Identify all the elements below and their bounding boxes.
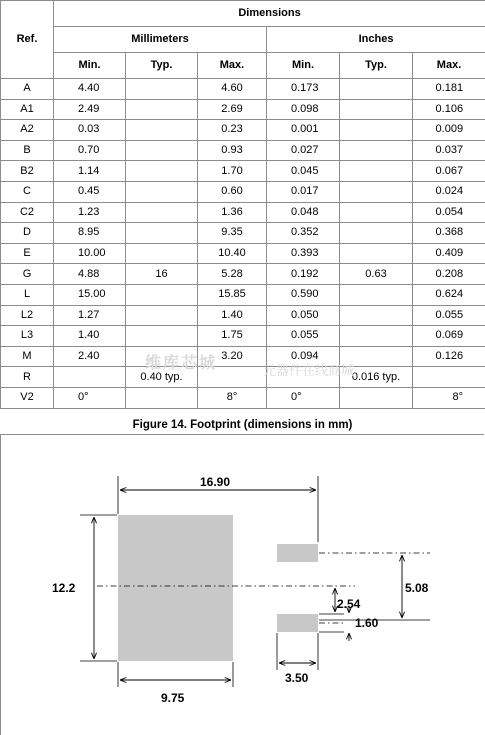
figure-caption: Figure 14. Footprint (dimensions in mm) bbox=[132, 419, 353, 431]
in-max-cell: 0.126 bbox=[413, 346, 485, 367]
mm-max-cell: 1.75 bbox=[198, 326, 267, 347]
inches-header: Inches bbox=[267, 27, 485, 53]
table-row bbox=[1, 305, 485, 326]
mm-typ-cell bbox=[126, 181, 198, 202]
mm-max-cell: 2.69 bbox=[198, 99, 267, 120]
mm-typ-header: Typ. bbox=[126, 53, 198, 79]
in-min-cell: 0.048 bbox=[267, 202, 340, 223]
ref-cell: C bbox=[1, 181, 54, 202]
ref-header: Ref. bbox=[1, 1, 54, 79]
in-min-cell: 0.050 bbox=[267, 305, 340, 326]
in-min-cell: 0.173 bbox=[267, 79, 340, 100]
mm-max-cell: 9.35 bbox=[198, 223, 267, 244]
in-max-cell: 0.067 bbox=[413, 161, 485, 182]
mm-typ-cell bbox=[126, 326, 198, 347]
ref-cell: L bbox=[1, 284, 54, 305]
mm-max-cell: 8° bbox=[198, 387, 267, 408]
table-row bbox=[1, 99, 485, 120]
ref-cell: B2 bbox=[1, 161, 54, 182]
mm-min-cell: 10.00 bbox=[54, 243, 126, 264]
in-min-cell: 0.045 bbox=[267, 161, 340, 182]
in-max-cell: 0.368 bbox=[413, 223, 485, 244]
mm-max-cell: 15.85 bbox=[198, 284, 267, 305]
table-row bbox=[1, 202, 485, 223]
mm-min-cell: 8.95 bbox=[54, 223, 126, 244]
in-max-cell: 0.624 bbox=[413, 284, 485, 305]
mm-max-cell: 1.36 bbox=[198, 202, 267, 223]
in-max-cell: 0.409 bbox=[413, 243, 485, 264]
watermark-tagline: 元器件在线商城 bbox=[263, 363, 355, 378]
in-min-cell: 0.027 bbox=[267, 140, 340, 161]
in-max-cell: 0.055 bbox=[413, 305, 485, 326]
mm-max-cell: 1.70 bbox=[198, 161, 267, 182]
table-row bbox=[1, 223, 485, 244]
in-typ-cell bbox=[340, 120, 413, 141]
in-typ-cell: 0.63 bbox=[340, 264, 413, 285]
mm-max-cell: 10.40 bbox=[198, 243, 267, 264]
ref-cell: R bbox=[1, 367, 54, 388]
ref-cell: L2 bbox=[1, 305, 54, 326]
small-pad-top bbox=[277, 544, 318, 562]
table-row bbox=[1, 120, 485, 141]
watermark-brand: 维库芯城 bbox=[145, 355, 218, 372]
ref-cell: L3 bbox=[1, 326, 54, 347]
in-typ-cell: 0.016 typ. bbox=[340, 367, 413, 388]
footprint-diagram bbox=[0, 434, 485, 735]
in-typ-cell bbox=[340, 223, 413, 244]
in-typ-cell bbox=[340, 326, 413, 347]
table-row bbox=[1, 79, 485, 100]
ref-cell: E bbox=[1, 243, 54, 264]
in-max-header: Max. bbox=[413, 53, 485, 79]
in-typ-cell bbox=[340, 243, 413, 264]
mm-min-cell bbox=[54, 367, 126, 388]
mm-max-cell: 0.60 bbox=[198, 181, 267, 202]
ref-cell: A bbox=[1, 79, 54, 100]
in-max-cell: 0.054 bbox=[413, 202, 485, 223]
millimeters-header: Millimeters bbox=[54, 27, 267, 53]
in-typ-cell bbox=[340, 305, 413, 326]
dimensions-header: Dimensions bbox=[54, 1, 485, 27]
in-min-cell: 0.094 bbox=[267, 346, 340, 367]
ref-cell: B bbox=[1, 140, 54, 161]
in-min-cell: 0.590 bbox=[267, 284, 340, 305]
in-min-cell: 0.001 bbox=[267, 120, 340, 141]
in-typ-cell bbox=[340, 202, 413, 223]
mm-min-cell: 1.40 bbox=[54, 326, 126, 347]
mm-typ-cell: 16 bbox=[126, 264, 198, 285]
mm-min-cell: 0.45 bbox=[54, 181, 126, 202]
dimensions-table-body bbox=[1, 79, 485, 409]
table-row bbox=[1, 140, 485, 161]
table-row bbox=[1, 181, 485, 202]
dim-pitch: 5.08 bbox=[405, 581, 429, 595]
mm-min-cell: 1.14 bbox=[54, 161, 126, 182]
dim-total-width: 16.90 bbox=[200, 475, 231, 489]
ref-cell: A2 bbox=[1, 120, 54, 141]
in-max-cell: 0.037 bbox=[413, 140, 485, 161]
table-row bbox=[1, 264, 485, 285]
mm-max-cell: 5.28 bbox=[198, 264, 267, 285]
mm-min-cell: 2.40 bbox=[54, 346, 126, 367]
in-max-cell: 0.208 bbox=[413, 264, 485, 285]
in-min-cell: 0.098 bbox=[267, 99, 340, 120]
table-row bbox=[1, 367, 485, 388]
large-pad bbox=[118, 515, 233, 661]
in-typ-cell bbox=[340, 346, 413, 367]
table-row bbox=[1, 284, 485, 305]
ref-cell: M bbox=[1, 346, 54, 367]
mm-max-cell: 1.40 bbox=[198, 305, 267, 326]
mm-typ-cell bbox=[126, 387, 198, 408]
mm-max-cell: 3.20 bbox=[198, 346, 267, 367]
mm-min-cell: 1.23 bbox=[54, 202, 126, 223]
mm-typ-cell: 0.40 typ. bbox=[126, 367, 198, 388]
dim-height: 12.2 bbox=[52, 581, 76, 595]
table-row bbox=[1, 326, 485, 347]
in-typ-cell bbox=[340, 140, 413, 161]
ref-cell: A1 bbox=[1, 99, 54, 120]
in-min-cell: 0.352 bbox=[267, 223, 340, 244]
ref-cell: V2 bbox=[1, 387, 54, 408]
mm-min-cell: 0.03 bbox=[54, 120, 126, 141]
in-max-cell: 0.024 bbox=[413, 181, 485, 202]
mm-typ-cell bbox=[126, 284, 198, 305]
mm-min-cell: 4.88 bbox=[54, 264, 126, 285]
ref-cell: D bbox=[1, 223, 54, 244]
table-row bbox=[1, 243, 485, 264]
in-min-header: Min. bbox=[267, 53, 340, 79]
in-typ-cell bbox=[340, 79, 413, 100]
mm-typ-cell bbox=[126, 202, 198, 223]
ref-cell: G bbox=[1, 264, 54, 285]
mm-min-cell: 0.70 bbox=[54, 140, 126, 161]
in-max-cell: 0.106 bbox=[413, 99, 485, 120]
table-row bbox=[1, 161, 485, 182]
mm-typ-cell bbox=[126, 140, 198, 161]
in-min-cell: 0.017 bbox=[267, 181, 340, 202]
in-min-cell: 0.393 bbox=[267, 243, 340, 264]
dim-large-pad-width: 9.75 bbox=[161, 691, 185, 705]
ref-cell: C2 bbox=[1, 202, 54, 223]
in-max-cell: 0.069 bbox=[413, 326, 485, 347]
in-typ-cell bbox=[340, 387, 413, 408]
in-max-cell: 0.009 bbox=[413, 120, 485, 141]
mm-min-cell: 1.27 bbox=[54, 305, 126, 326]
table-row bbox=[1, 387, 485, 408]
mm-typ-cell bbox=[126, 79, 198, 100]
mm-max-cell: 0.93 bbox=[198, 140, 267, 161]
in-typ-cell bbox=[340, 181, 413, 202]
table-row bbox=[1, 346, 485, 367]
mm-min-header: Min. bbox=[54, 53, 126, 79]
mm-min-cell: 15.00 bbox=[54, 284, 126, 305]
mm-typ-cell bbox=[126, 161, 198, 182]
mm-max-header: Max. bbox=[198, 53, 267, 79]
mm-min-cell: 0° bbox=[54, 387, 126, 408]
in-min-cell: 0.055 bbox=[267, 326, 340, 347]
in-typ-cell bbox=[340, 161, 413, 182]
mm-typ-cell bbox=[126, 346, 198, 367]
mm-max-cell: 0.23 bbox=[198, 120, 267, 141]
dim-gap: 2.54 bbox=[337, 597, 361, 611]
in-min-cell: 0° bbox=[267, 387, 340, 408]
in-min-cell bbox=[267, 367, 340, 388]
mm-typ-cell bbox=[126, 223, 198, 244]
dim-small-pad-width: 3.50 bbox=[285, 671, 309, 685]
small-pad-bottom bbox=[277, 614, 318, 632]
in-typ-cell bbox=[340, 284, 413, 305]
mm-max-cell: 4.60 bbox=[198, 79, 267, 100]
in-typ-cell bbox=[340, 99, 413, 120]
mm-typ-cell bbox=[126, 120, 198, 141]
in-max-cell: 8° bbox=[413, 387, 485, 408]
dim-small-pad-height: 1.60 bbox=[355, 616, 379, 630]
in-max-cell: 0.181 bbox=[413, 79, 485, 100]
mm-typ-cell bbox=[126, 99, 198, 120]
mm-typ-cell bbox=[126, 305, 198, 326]
mm-max-cell bbox=[198, 367, 267, 388]
in-max-cell bbox=[413, 367, 485, 388]
in-typ-header: Typ. bbox=[340, 53, 413, 79]
in-min-cell: 0.192 bbox=[267, 264, 340, 285]
mm-min-cell: 2.49 bbox=[54, 99, 126, 120]
mm-typ-cell bbox=[126, 243, 198, 264]
mm-min-cell: 4.40 bbox=[54, 79, 126, 100]
